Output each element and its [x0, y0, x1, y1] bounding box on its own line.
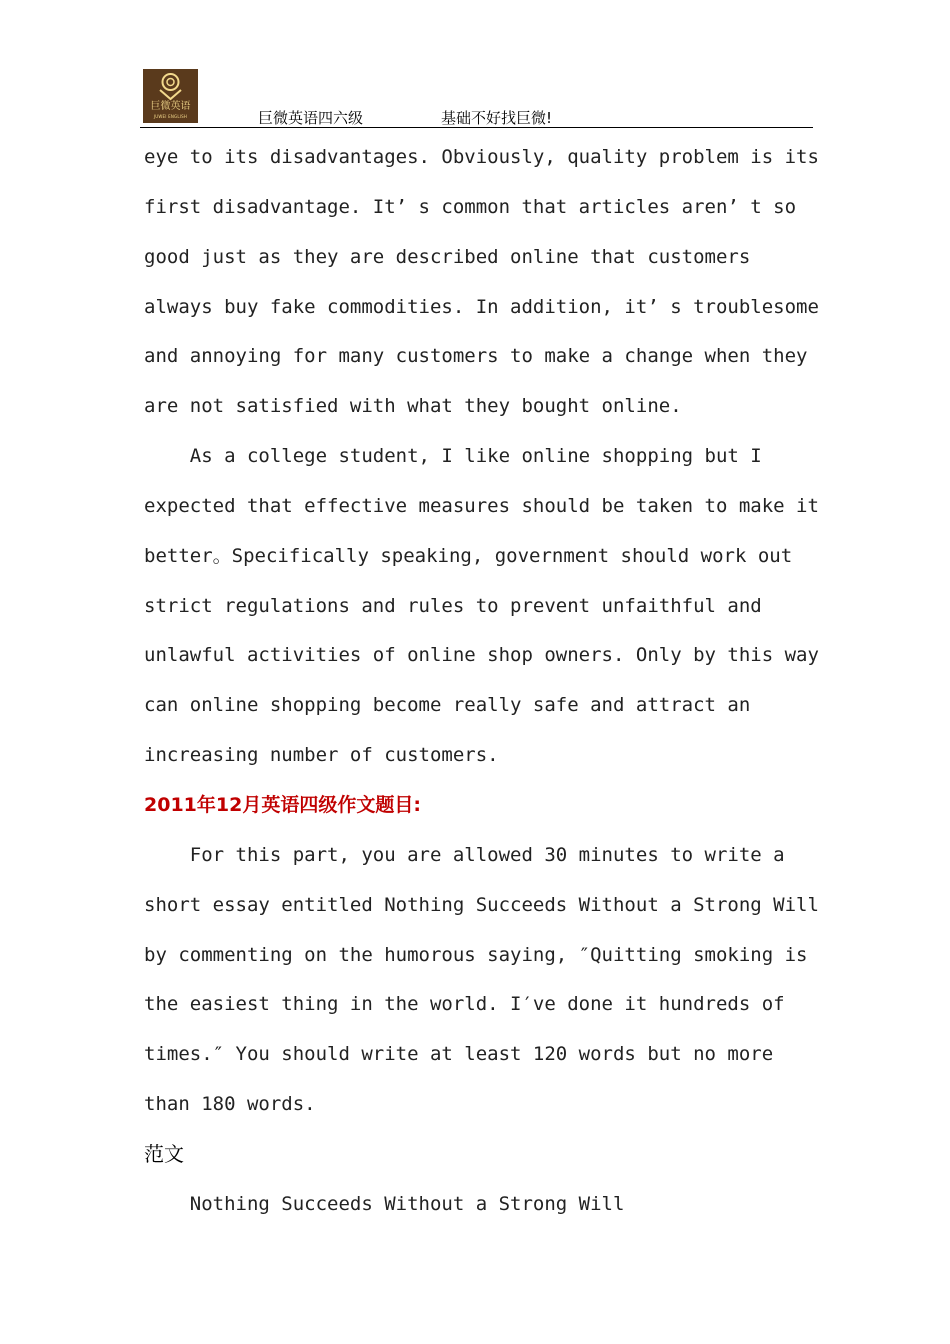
text-line: the easiest thing in the world. I′ve done it hundreds of: [144, 993, 785, 1016]
text-line: first disadvantage. It’ s common that articles aren’ t so: [144, 195, 797, 218]
text-line: For this part, you are allowed 30 minutes to write a: [144, 843, 785, 866]
text-line: are not satisfied with what they bought online.: [144, 395, 682, 418]
header-divider: [140, 127, 813, 128]
sample-essay-label: 范文: [144, 1141, 184, 1166]
text-line: can online shopping become really safe and attract an: [144, 694, 751, 717]
text-line: better。Specifically speaking, government should work out: [144, 544, 793, 567]
text-line: times.″ You should write at least 120 words but no more: [144, 1043, 774, 1066]
text-line: and annoying for many customers to make a change when they: [144, 345, 808, 368]
header-slogan-text: 基础不好找巨微!: [441, 109, 553, 127]
text-line: short essay entitled Nothing Succeeds Without a Strong Will: [144, 893, 819, 916]
text-line: eye to its disadvantages. Obviously, quality problem is its: [144, 146, 819, 168]
text-line: strict regulations and rules to prevent unfaithful and: [144, 594, 762, 617]
document-body: [144, 133, 819, 1230]
logo-emblem-icon: [143, 69, 198, 103]
text-line: As a college student, I like online shopping but I: [144, 445, 762, 468]
logo: [143, 69, 198, 123]
logo-text-cn: 巨微英语: [150, 101, 191, 112]
text-line: unlawful activities of online shop owners. Only by this way: [144, 644, 819, 667]
essay-title: Nothing Succeeds Without a Strong Will: [144, 1192, 625, 1215]
header-brand-text: 巨微英语四六级: [258, 109, 364, 127]
text-line: good just as they are described online that customers: [144, 245, 751, 268]
text-line: expected that effective measures should be taken to make it: [144, 494, 819, 517]
text-line: by commenting on the humorous saying, ″Quitting smoking is: [144, 943, 808, 966]
section-heading: 2011年12月英语四级作文题目:: [144, 793, 421, 816]
text-line: increasing number of customers.: [144, 744, 499, 767]
text-line: than 180 words.: [144, 1093, 316, 1116]
text-line: always buy fake commodities. In addition, it’ s troublesome: [144, 295, 819, 318]
logo-text-en: JUWEI ENGLISH: [153, 114, 188, 119]
